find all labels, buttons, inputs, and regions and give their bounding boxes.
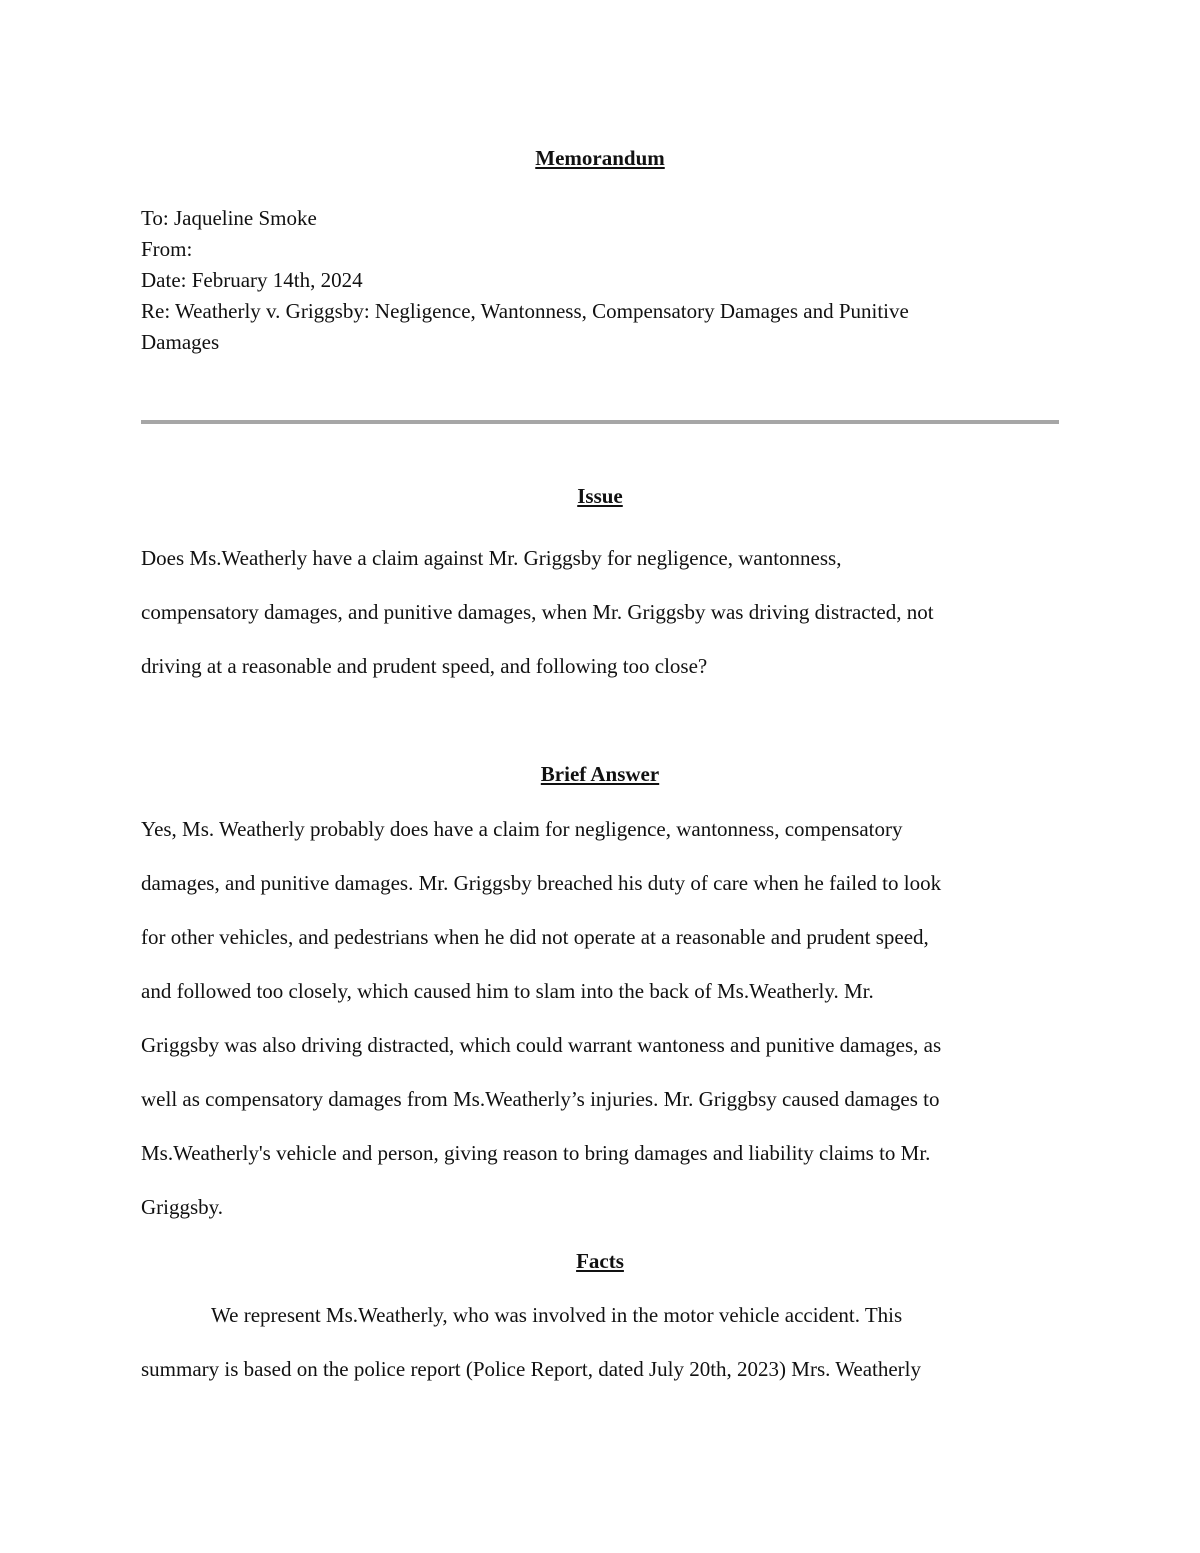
memo-re-line-1: Re: Weatherly v. Griggsby: Negligence, Wantonness, Compensatory Damages and Punitive [141, 299, 909, 323]
memo-to: To: Jaqueline Smoke [141, 206, 317, 230]
brief-answer-heading: Brief Answer [540, 762, 660, 786]
facts-paragraph [141, 1300, 1051, 1408]
memo-date: Date: February 14th, 2024 [141, 268, 363, 292]
memo-from: From: [141, 237, 193, 261]
issue-line: Does Ms.Weatherly have a claim against Mr. Griggsby for negligence, wantonness, [141, 546, 842, 570]
issue-paragraph [141, 543, 1051, 705]
memo-header [141, 203, 1041, 358]
facts-heading: Facts [576, 1249, 624, 1273]
issue-line: driving at a reasonable and prudent speed, and following too close? [141, 654, 708, 678]
brief-answer-line: Griggsby was also driving distracted, which could warrant wantoness and punitive damages, as [141, 1033, 942, 1057]
facts-line: We represent Ms.Weatherly, who was involved in the motor vehicle accident. This [211, 1303, 903, 1327]
issue-heading: Issue [577, 484, 623, 508]
memo-re-line-2: Damages [141, 330, 220, 354]
brief-answer-line: damages, and punitive damages. Mr. Griggsby breached his duty of care when he failed to look [141, 871, 942, 895]
brief-answer-paragraph [141, 814, 1051, 1246]
issue-line: compensatory damages, and punitive damages, when Mr. Griggsby was driving distracted, not [141, 600, 934, 624]
brief-answer-line: Yes, Ms. Weatherly probably does have a claim for negligence, wantonness, compensatory [141, 817, 903, 841]
brief-answer-line: and followed too closely, which caused him to slam into the back of Ms.Weatherly. Mr. [141, 979, 874, 1003]
brief-answer-line: for other vehicles, and pedestrians when he did not operate at a reasonable and prudent speed, [141, 925, 929, 949]
memo-title: Memorandum [535, 146, 665, 170]
brief-answer-line: Griggsby. [141, 1195, 224, 1219]
horizontal-divider [141, 420, 1059, 424]
brief-answer-line: Ms.Weatherly's vehicle and person, giving reason to bring damages and liability claims to Mr. [141, 1141, 931, 1165]
brief-answer-line: well as compensatory damages from Ms.Weatherly’s injuries. Mr. Griggbsy caused damages to [141, 1087, 940, 1111]
facts-line: summary is based on the police report (Police Report, dated July 20th, 2023) Mrs. Weatherly [141, 1357, 922, 1381]
